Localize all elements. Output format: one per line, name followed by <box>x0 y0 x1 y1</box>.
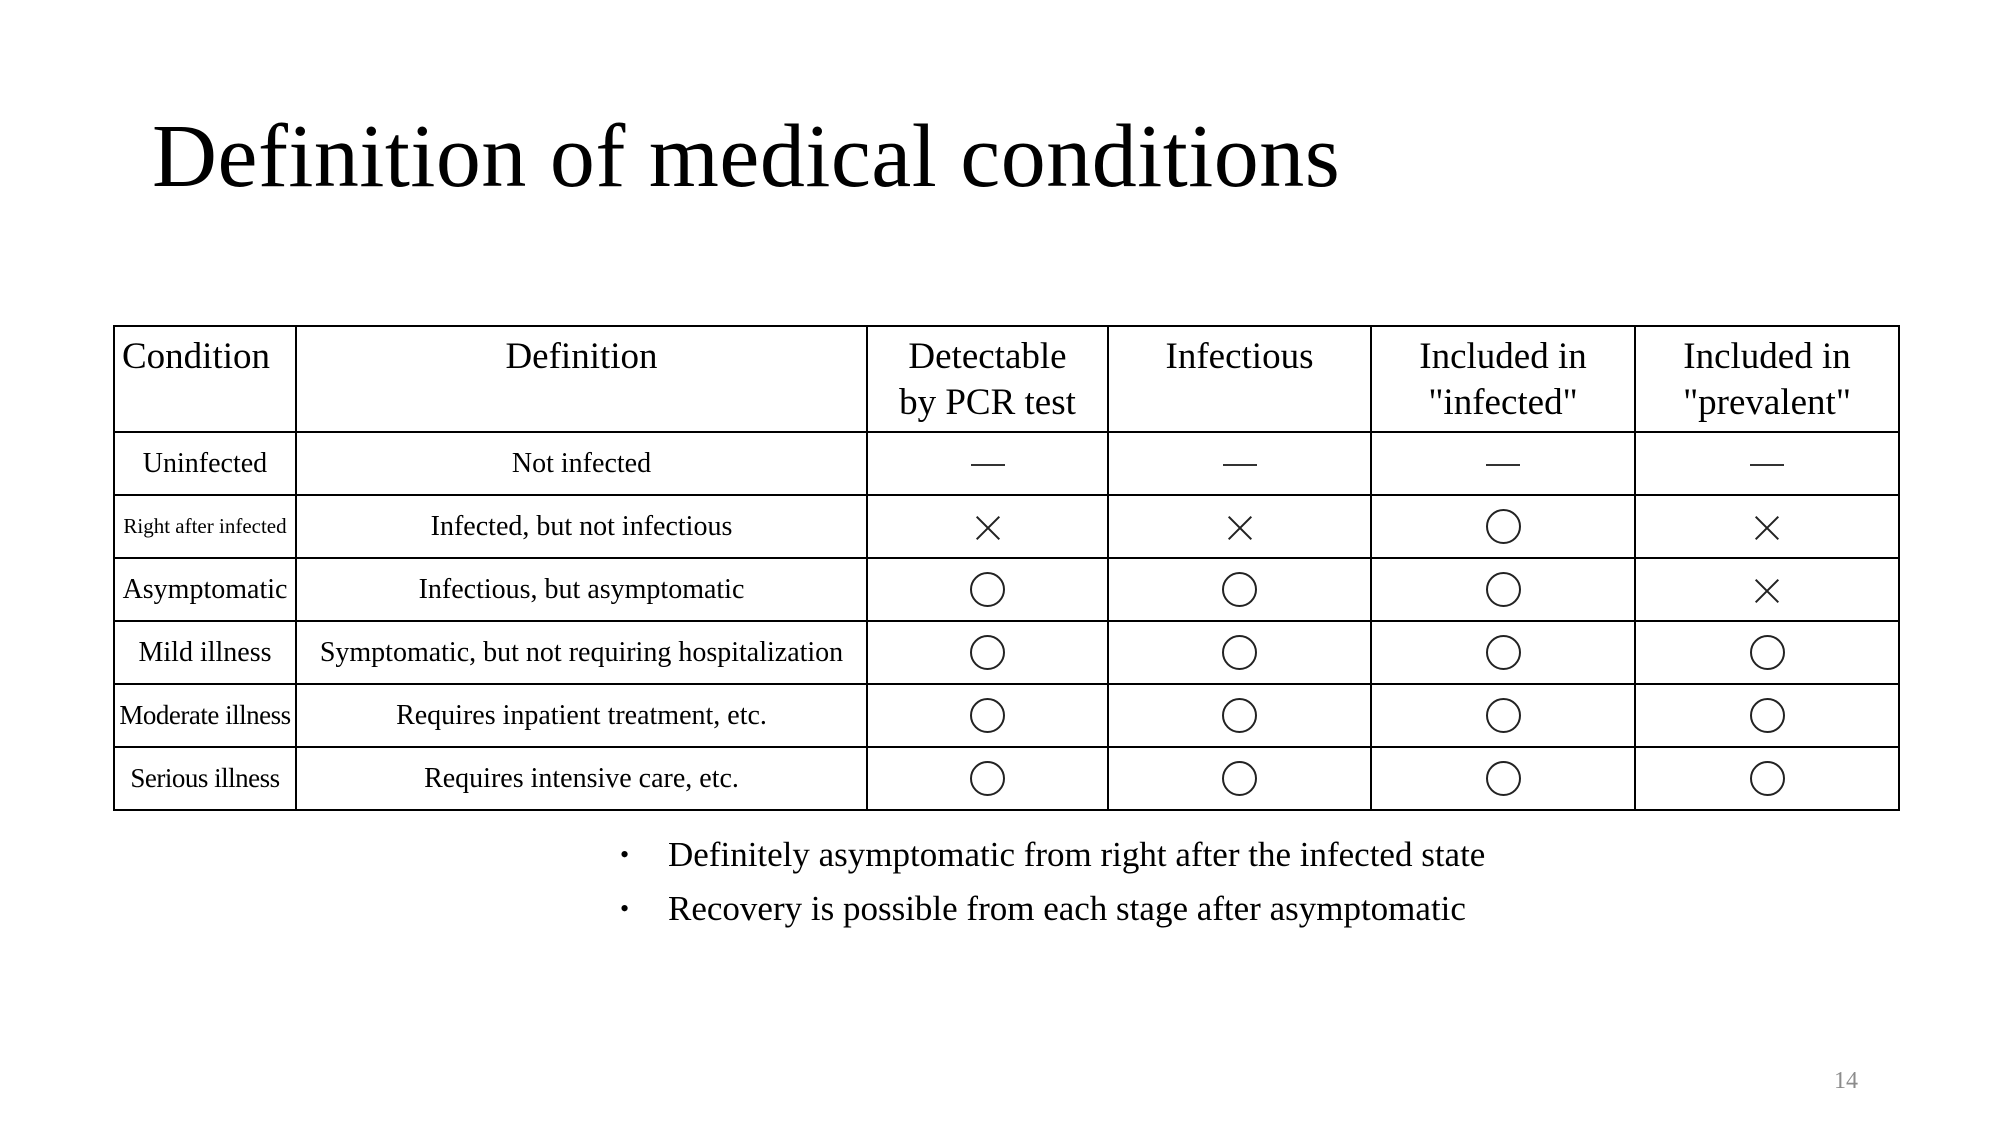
cell-infected <box>1371 684 1635 747</box>
note-item <box>620 828 1485 882</box>
bullet-icon: • <box>620 894 630 923</box>
cell-infected <box>1371 621 1635 684</box>
cell-infectious <box>1108 621 1371 684</box>
note-item <box>620 882 1485 936</box>
header-condition: Condition <box>114 326 296 432</box>
circle-icon <box>1486 635 1521 670</box>
cell-prevalent <box>1635 684 1899 747</box>
cell-infectious <box>1108 747 1371 810</box>
slide-title: Definition of medical conditions <box>152 107 1341 206</box>
cell-prevalent <box>1635 747 1899 810</box>
circle-icon <box>970 635 1005 670</box>
header-definition: Definition <box>296 326 867 432</box>
cell-condition: Serious illness <box>114 747 296 810</box>
cell-prevalent <box>1635 432 1899 495</box>
cell-definition: Requires intensive care, etc. <box>296 747 867 810</box>
cell-infected <box>1371 495 1635 558</box>
circle-icon <box>970 572 1005 607</box>
cell-prevalent <box>1635 495 1899 558</box>
table-row <box>114 684 1899 747</box>
cell-condition: Uninfected <box>114 432 296 495</box>
circle-icon <box>1222 572 1257 607</box>
table-header-row <box>114 326 1899 432</box>
circle-icon <box>1750 698 1785 733</box>
circle-icon <box>1750 761 1785 796</box>
cell-prevalent <box>1635 621 1899 684</box>
conditions-table-container <box>113 325 1898 800</box>
circle-icon <box>1486 698 1521 733</box>
dash-icon <box>1750 464 1784 466</box>
cell-prevalent <box>1635 558 1899 621</box>
table-body <box>114 432 1899 810</box>
cell-pcr <box>867 495 1108 558</box>
cell-definition: Infected, but not infectious <box>296 495 867 558</box>
cross-icon <box>1227 515 1253 541</box>
circle-icon <box>1222 761 1257 796</box>
cell-definition: Requires inpatient treatment, etc. <box>296 684 867 747</box>
cell-condition: Moderate illness <box>114 684 296 747</box>
cell-pcr <box>867 684 1108 747</box>
circle-icon <box>1222 635 1257 670</box>
cell-infected <box>1371 558 1635 621</box>
cell-infectious <box>1108 495 1371 558</box>
cell-infected <box>1371 432 1635 495</box>
dash-icon <box>1223 464 1257 466</box>
circle-icon <box>1222 698 1257 733</box>
table-row <box>114 747 1899 810</box>
cell-definition: Symptomatic, but not requiring hospitalization <box>296 621 867 684</box>
cell-pcr <box>867 558 1108 621</box>
table-row <box>114 495 1899 558</box>
cell-infectious <box>1108 684 1371 747</box>
cell-pcr <box>867 432 1108 495</box>
cell-definition: Not infected <box>296 432 867 495</box>
circle-icon <box>970 698 1005 733</box>
cross-icon <box>1754 578 1780 604</box>
cell-infectious <box>1108 432 1371 495</box>
bullet-icon: • <box>620 840 630 869</box>
cell-condition: Right after infected <box>114 495 296 558</box>
table-row <box>114 558 1899 621</box>
header-included-prevalent: Included in "prevalent" <box>1635 326 1899 432</box>
cross-icon <box>1754 515 1780 541</box>
cell-infectious <box>1108 558 1371 621</box>
cell-infected <box>1371 747 1635 810</box>
conditions-table <box>113 325 1900 811</box>
notes-list <box>620 828 1485 936</box>
table-row <box>114 621 1899 684</box>
circle-icon <box>1486 761 1521 796</box>
cell-pcr <box>867 747 1108 810</box>
circle-icon <box>1486 509 1521 544</box>
note-text: Recovery is possible from each stage after asymptomatic <box>668 889 1466 928</box>
header-pcr-detectable: Detectable by PCR test <box>867 326 1108 432</box>
dash-icon <box>1486 464 1520 466</box>
cell-condition: Mild illness <box>114 621 296 684</box>
table-row <box>114 432 1899 495</box>
circle-icon <box>1486 572 1521 607</box>
header-infectious: Infectious <box>1108 326 1371 432</box>
page-number: 14 <box>1834 1068 1858 1094</box>
circle-icon <box>1750 635 1785 670</box>
cell-definition: Infectious, but asymptomatic <box>296 558 867 621</box>
dash-icon <box>971 464 1005 466</box>
cell-condition: Asymptomatic <box>114 558 296 621</box>
note-text: Definitely asymptomatic from right after the infected state <box>668 835 1486 874</box>
cell-pcr <box>867 621 1108 684</box>
cross-icon <box>975 515 1001 541</box>
header-included-infected: Included in "infected" <box>1371 326 1635 432</box>
circle-icon <box>970 761 1005 796</box>
